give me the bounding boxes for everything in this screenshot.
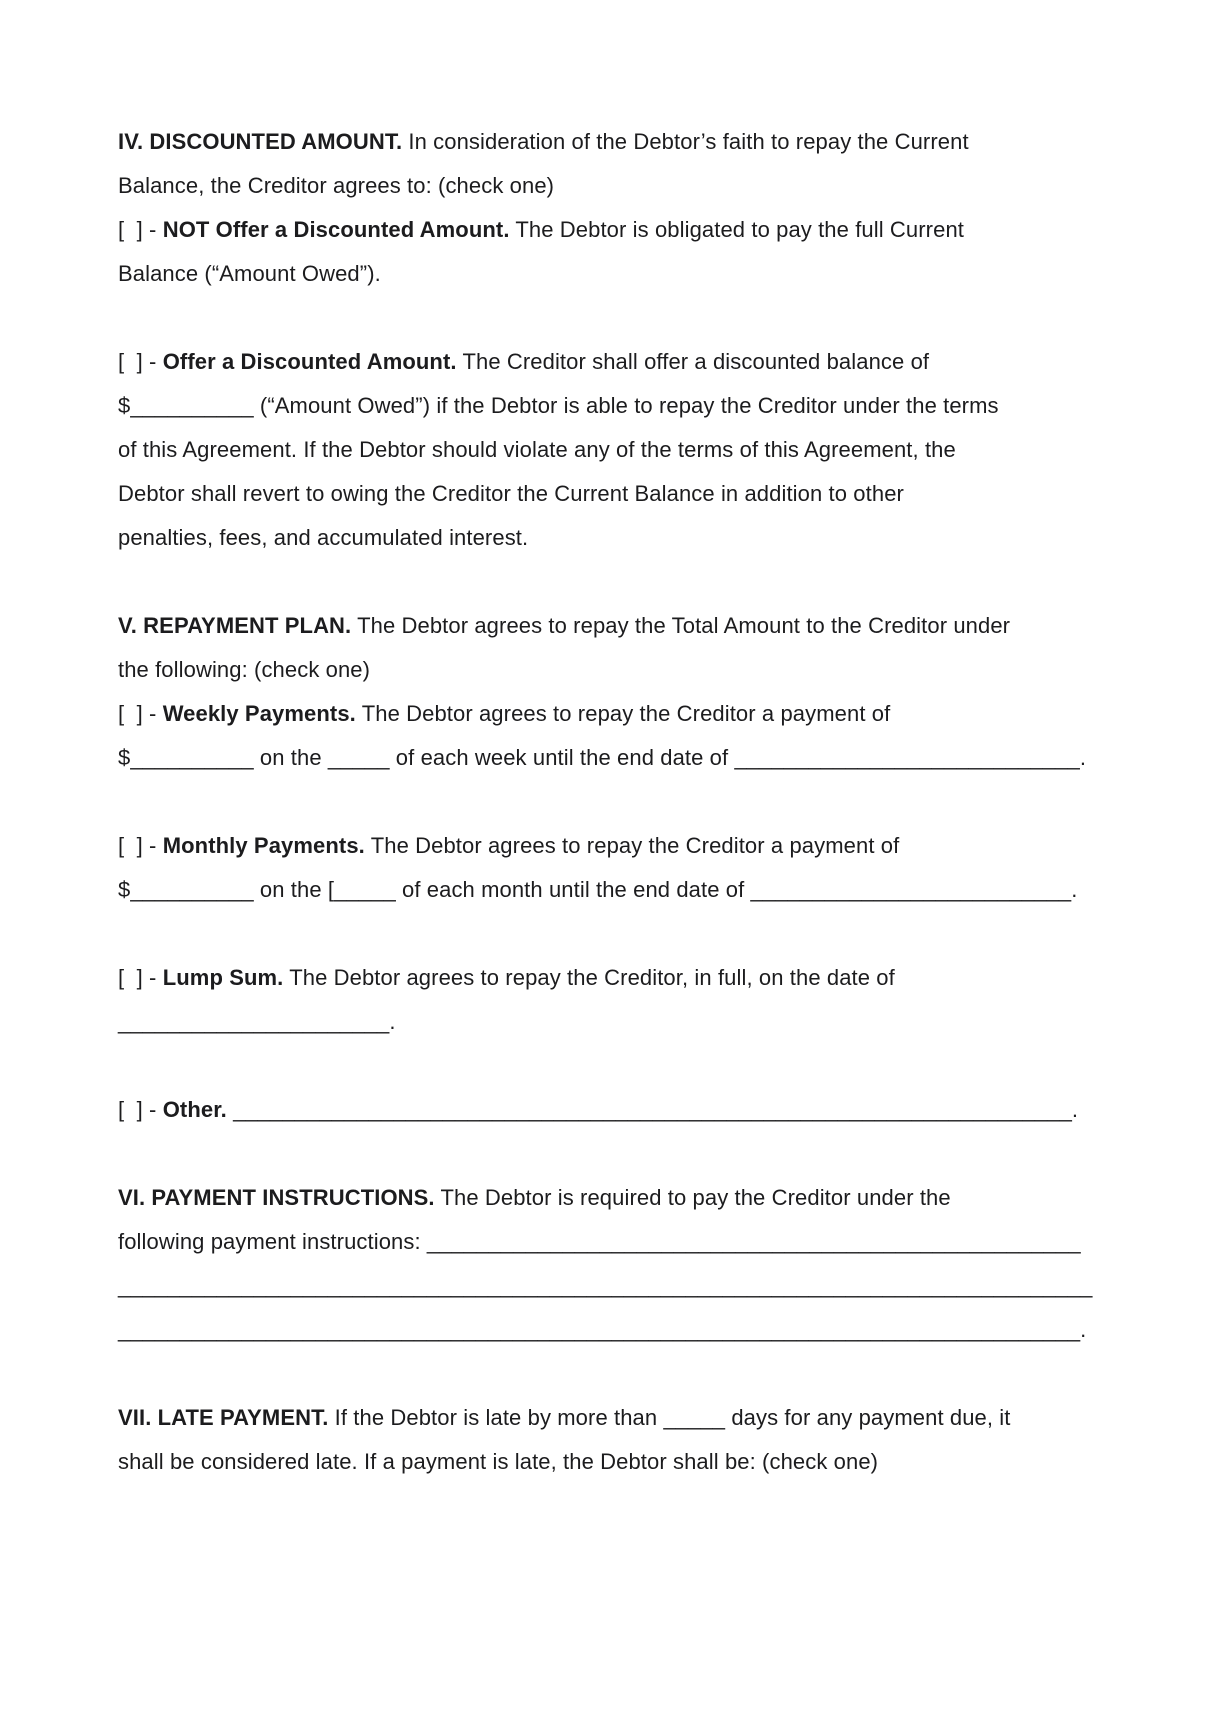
blank-instructions-1: _____________________________________________________ bbox=[426, 1229, 1081, 1254]
text-run: . bbox=[1080, 1317, 1087, 1342]
text-run: days for any payment due, it bbox=[725, 1405, 1011, 1430]
document-line bbox=[118, 252, 1108, 296]
text-run: of each month until the end date of bbox=[395, 877, 751, 902]
text-run: the following: (check one) bbox=[118, 657, 371, 682]
text-run: $ bbox=[118, 393, 131, 418]
text-run: Debtor shall revert to owing the Creditor the Current Balance in addition to other bbox=[118, 481, 904, 506]
blank-late-days: _____ bbox=[663, 1405, 726, 1430]
option-label-lump-sum: Lump Sum. bbox=[162, 965, 284, 990]
text-run: . bbox=[1079, 745, 1087, 770]
blank-monthly-day: _____ bbox=[334, 877, 396, 902]
checkbox-other: [ ] - bbox=[118, 1097, 163, 1122]
text-run: If the Debtor is late by more than bbox=[328, 1405, 664, 1430]
blank-weekly-end-date: ____________________________ bbox=[734, 745, 1080, 770]
document-line bbox=[118, 1220, 1108, 1264]
paragraph-section-vi-payment-instructions bbox=[118, 1176, 1108, 1352]
document-line bbox=[118, 1176, 1108, 1220]
document-line bbox=[118, 1396, 1108, 1440]
text-run: of this Agreement. If the Debtor should violate any of the terms of this Agreement, the bbox=[118, 437, 956, 462]
text-run: . bbox=[389, 1009, 396, 1034]
option-label-not-offer: NOT Offer a Discounted Amount. bbox=[162, 217, 510, 242]
checkbox-weekly: [ ] - bbox=[118, 701, 163, 726]
text-run: The Debtor agrees to repay the Creditor, in full, on the date of bbox=[283, 965, 895, 990]
option-label-weekly: Weekly Payments. bbox=[162, 701, 356, 726]
section-vi-heading: VI. PAYMENT INSTRUCTIONS. bbox=[118, 1185, 435, 1210]
text-run: (“Amount Owed”) if the Debtor is able to repay the Creditor under the terms bbox=[253, 393, 999, 418]
document-line bbox=[118, 1308, 1108, 1352]
section-vii-heading: VII. LATE PAYMENT. bbox=[118, 1405, 329, 1430]
document-line bbox=[118, 824, 1108, 868]
text-run: following payment instructions: bbox=[118, 1229, 427, 1254]
text-run: of each week until the end date of bbox=[389, 745, 735, 770]
blank-instructions-2: _______________________________________________________________________________ bbox=[118, 1273, 1093, 1298]
text-run: on the bbox=[253, 745, 328, 770]
checkbox-not-offer: [ ] - bbox=[118, 217, 163, 242]
text-run: Balance (“Amount Owed”). bbox=[118, 261, 381, 286]
option-label-monthly: Monthly Payments. bbox=[162, 833, 365, 858]
blank-instructions-3: ______________________________________________________________________________ bbox=[118, 1317, 1081, 1342]
paragraph-option-other bbox=[118, 1088, 1108, 1132]
document-line bbox=[118, 472, 1108, 516]
paragraph-option-monthly-payments bbox=[118, 824, 1108, 912]
checkbox-monthly: [ ] - bbox=[118, 833, 163, 858]
document-line bbox=[118, 1000, 1108, 1044]
document-line bbox=[118, 1088, 1108, 1132]
document-line bbox=[118, 648, 1108, 692]
document-line bbox=[118, 868, 1108, 912]
text-run: The Debtor agrees to repay the Creditor a payment of bbox=[364, 833, 900, 858]
text-run: . bbox=[1071, 1097, 1079, 1122]
document-line bbox=[118, 164, 1108, 208]
option-label-offer: Offer a Discounted Amount. bbox=[162, 349, 457, 374]
document-body bbox=[118, 120, 1108, 1484]
blank-discounted-amount: __________ bbox=[130, 393, 254, 418]
blank-monthly-amount: __________ bbox=[130, 877, 254, 902]
document-line bbox=[118, 1264, 1108, 1308]
document-line bbox=[118, 428, 1108, 472]
paragraph-option-lump-sum bbox=[118, 956, 1108, 1044]
text-run: The Debtor is required to pay the Creditor under the bbox=[434, 1185, 951, 1210]
paragraph-option-offer-discounted bbox=[118, 340, 1108, 560]
paragraph-section-vii-late-payment bbox=[118, 1396, 1108, 1484]
paragraph-section-v-repayment-plan bbox=[118, 604, 1108, 780]
text-run: on the [ bbox=[253, 877, 335, 902]
document-line bbox=[118, 120, 1108, 164]
blank-weekly-amount: __________ bbox=[130, 745, 254, 770]
text-run: In consideration of the Debtor’s faith to repay the Current bbox=[402, 129, 969, 154]
document-line bbox=[118, 692, 1108, 736]
document-line bbox=[118, 956, 1108, 1000]
document-line bbox=[118, 604, 1108, 648]
blank-monthly-end-date: __________________________ bbox=[750, 877, 1072, 902]
paragraph-section-iv-discounted-amount bbox=[118, 120, 1108, 296]
document-line bbox=[118, 208, 1108, 252]
text-run: The Debtor agrees to repay the Total Amount to the Creditor under bbox=[351, 613, 1011, 638]
document-line bbox=[118, 384, 1108, 428]
checkbox-lump-sum: [ ] - bbox=[118, 965, 163, 990]
text-run: penalties, fees, and accumulated interest. bbox=[118, 525, 529, 550]
blank-other: ____________________________________________________________________ bbox=[233, 1097, 1072, 1122]
document-line bbox=[118, 1440, 1108, 1484]
document-line bbox=[118, 736, 1108, 780]
blank-weekly-day: _____ bbox=[327, 745, 390, 770]
document-line bbox=[118, 516, 1108, 560]
section-iv-heading: IV. DISCOUNTED AMOUNT. bbox=[118, 129, 403, 154]
text-run: The Debtor is obligated to pay the full Current bbox=[509, 217, 964, 242]
text-run: The Creditor shall offer a discounted balance of bbox=[456, 349, 930, 374]
option-label-other: Other. bbox=[162, 1097, 227, 1122]
text-run: . bbox=[1071, 877, 1078, 902]
blank-lump-sum-date: ______________________ bbox=[118, 1009, 390, 1034]
document-line bbox=[118, 340, 1108, 384]
text-run: $ bbox=[118, 745, 131, 770]
text-run: $ bbox=[118, 877, 131, 902]
text-run: shall be considered late. If a payment is late, the Debtor shall be: (check one) bbox=[118, 1449, 879, 1474]
checkbox-offer: [ ] - bbox=[118, 349, 163, 374]
text-run: Balance, the Creditor agrees to: (check one) bbox=[118, 173, 555, 198]
text-run: The Debtor agrees to repay the Creditor a payment of bbox=[355, 701, 891, 726]
section-v-heading: V. REPAYMENT PLAN. bbox=[118, 613, 352, 638]
